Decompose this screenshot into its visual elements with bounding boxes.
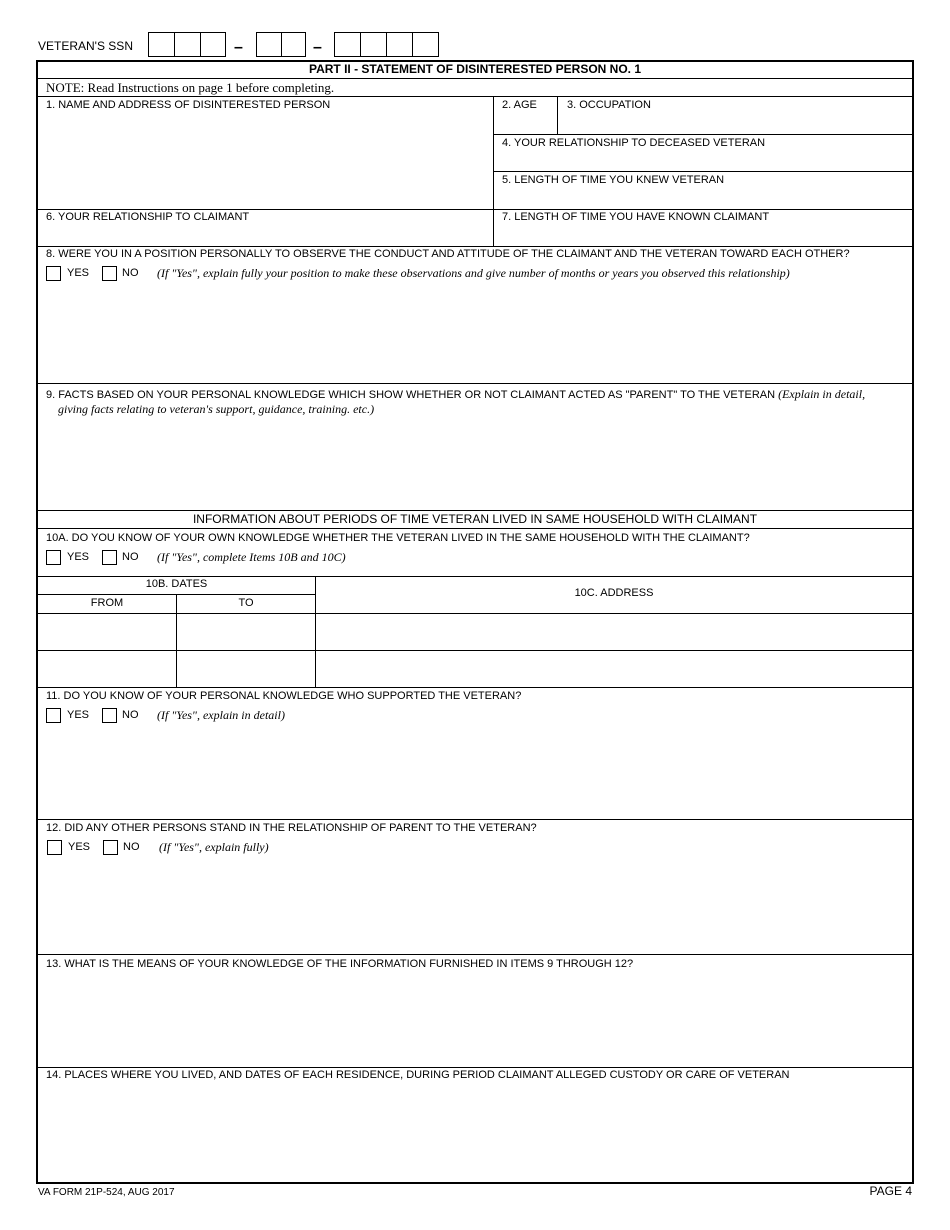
divider bbox=[38, 687, 912, 688]
ssn-digit-box[interactable] bbox=[174, 32, 201, 57]
ssn-dash: – bbox=[313, 39, 322, 56]
ssn-digit-box[interactable] bbox=[200, 32, 226, 57]
divider bbox=[38, 96, 912, 97]
divider bbox=[493, 97, 494, 247]
item-8-no-checkbox[interactable] bbox=[102, 266, 117, 281]
from-header: FROM bbox=[90, 597, 124, 609]
divider bbox=[494, 171, 912, 172]
divider bbox=[494, 134, 912, 135]
item-10a-yes-checkbox[interactable] bbox=[46, 550, 61, 565]
item-14-residences-field[interactable] bbox=[40, 1085, 910, 1180]
yes-label: YES bbox=[67, 551, 90, 563]
divider bbox=[38, 246, 912, 247]
item-10c-label: 10C. ADDRESS bbox=[574, 587, 654, 599]
item-9-note-b: giving facts relating to veteran's support, guidance, training. etc.) bbox=[58, 402, 375, 416]
divider bbox=[38, 819, 912, 820]
yes-label: YES bbox=[68, 841, 91, 853]
relationship-to-claimant-field[interactable] bbox=[40, 226, 490, 244]
from-date-field[interactable] bbox=[40, 615, 174, 648]
ssn-digit-box[interactable] bbox=[148, 32, 175, 57]
address-field[interactable] bbox=[318, 615, 910, 648]
item-2-label: 2. AGE bbox=[502, 99, 537, 111]
item-11-note: (If "Yes", explain in detail) bbox=[157, 708, 285, 722]
form-id: VA FORM 21P-524, AUG 2017 bbox=[38, 1187, 175, 1198]
household-heading: INFORMATION ABOUT PERIODS OF TIME VETERAN LIVED IN SAME HOUSEHOLD WITH CLAIMANT bbox=[192, 512, 758, 526]
item-13-knowledge-field[interactable] bbox=[40, 974, 910, 1064]
ssn-digit-box[interactable] bbox=[360, 32, 387, 57]
address-field[interactable] bbox=[318, 652, 910, 685]
item-11-label: 11. DO YOU KNOW OF YOUR PERSONAL KNOWLEDGE WHO SUPPORTED THE VETERAN? bbox=[46, 690, 522, 702]
note-text: NOTE: Read Instructions on page 1 before completing. bbox=[46, 80, 335, 95]
divider bbox=[38, 954, 912, 955]
age-field[interactable] bbox=[496, 114, 555, 132]
item-4-label: 4. YOUR RELATIONSHIP TO DECEASED VETERAN bbox=[502, 137, 766, 149]
divider bbox=[38, 650, 912, 651]
item-12-label: 12. DID ANY OTHER PERSONS STAND IN THE RELATIONSHIP OF PARENT TO THE VETERAN? bbox=[46, 822, 537, 834]
item-12-explanation-field[interactable] bbox=[40, 858, 910, 952]
divider bbox=[38, 510, 912, 511]
item-10a-label: 10A. DO YOU KNOW OF YOUR OWN KNOWLEDGE WHETHER THE VETERAN LIVED IN THE SAME HOUSEHOLD WITH THE CLAIMANT? bbox=[46, 532, 750, 544]
to-header: TO bbox=[238, 597, 254, 609]
yes-label: YES bbox=[67, 709, 90, 721]
item-12-yes-checkbox[interactable] bbox=[47, 840, 62, 855]
item-10a-note: (If "Yes", complete Items 10B and 10C) bbox=[157, 550, 346, 564]
divider bbox=[38, 78, 912, 79]
divider bbox=[38, 1067, 912, 1068]
item-11-yes-checkbox[interactable] bbox=[46, 708, 61, 723]
item-14-label: 14. PLACES WHERE YOU LIVED, AND DATES OF EACH RESIDENCE, DURING PERIOD CLAIMANT ALLEGED CUSTODY OR CARE OF VETERAN bbox=[46, 1069, 790, 1081]
item-7-label: 7. LENGTH OF TIME YOU HAVE KNOWN CLAIMANT bbox=[502, 211, 770, 223]
from-date-field[interactable] bbox=[40, 652, 174, 685]
no-label: NO bbox=[122, 267, 139, 279]
item-9-label bbox=[46, 388, 865, 402]
item-1-label: 1. NAME AND ADDRESS OF DISINTERESTED PERSON bbox=[46, 99, 331, 111]
to-date-field[interactable] bbox=[178, 652, 313, 685]
item-11-explanation-field[interactable] bbox=[40, 726, 910, 817]
item-8-yes-checkbox[interactable] bbox=[46, 266, 61, 281]
divider bbox=[38, 594, 315, 595]
item-13-label: 13. WHAT IS THE MEANS OF YOUR KNOWLEDGE OF THE INFORMATION FURNISHED IN ITEMS 9 THROUGH 12? bbox=[46, 958, 634, 970]
time-knew-veteran-field[interactable] bbox=[496, 189, 910, 207]
item-8-note: (If "Yes", explain fully your position to make these observations and give number of months or years you observed this relationship) bbox=[157, 266, 790, 280]
ssn-digit-box[interactable] bbox=[386, 32, 413, 57]
divider bbox=[38, 613, 912, 614]
ssn-digit-box[interactable] bbox=[334, 32, 361, 57]
time-known-claimant-field[interactable] bbox=[496, 226, 910, 244]
part-title: PART II - STATEMENT OF DISINTERESTED PERSON NO. 1 bbox=[308, 62, 642, 76]
page-number: PAGE 4 bbox=[869, 1184, 912, 1198]
no-label: NO bbox=[123, 841, 140, 853]
item-9-facts-field[interactable] bbox=[40, 418, 910, 508]
name-address-field[interactable] bbox=[40, 114, 490, 207]
divider bbox=[38, 576, 912, 577]
yes-label: YES bbox=[67, 267, 90, 279]
item-11-no-checkbox[interactable] bbox=[102, 708, 117, 723]
divider bbox=[557, 97, 558, 134]
item-9-note-a: (Explain in detail, bbox=[778, 387, 866, 401]
item-8-label: 8. WERE YOU IN A POSITION PERSONALLY TO OBSERVE THE CONDUCT AND ATTITUDE OF THE CLAIMANT AND THE VETERAN TOWARD EACH OTHER? bbox=[46, 248, 850, 260]
divider bbox=[38, 528, 912, 529]
occupation-field[interactable] bbox=[560, 114, 910, 132]
no-label: NO bbox=[122, 551, 139, 563]
item-8-explanation-field[interactable] bbox=[40, 284, 910, 381]
no-label: NO bbox=[122, 709, 139, 721]
ssn-dash: – bbox=[234, 39, 243, 56]
ssn-label: VETERAN'S SSN bbox=[38, 39, 133, 53]
relationship-to-veteran-field[interactable] bbox=[496, 152, 910, 169]
ssn-digit-box[interactable] bbox=[256, 32, 282, 57]
item-10b-label: 10B. DATES bbox=[145, 578, 208, 590]
item-12-note: (If "Yes", explain fully) bbox=[159, 840, 269, 854]
item-5-label: 5. LENGTH OF TIME YOU KNEW VETERAN bbox=[502, 174, 725, 186]
ssn-digit-box[interactable] bbox=[412, 32, 439, 57]
item-3-label: 3. OCCUPATION bbox=[567, 99, 651, 111]
item-10a-no-checkbox[interactable] bbox=[102, 550, 117, 565]
item-12-no-checkbox[interactable] bbox=[103, 840, 118, 855]
ssn-digit-box[interactable] bbox=[281, 32, 306, 57]
to-date-field[interactable] bbox=[178, 615, 313, 648]
item-9-text: 9. FACTS BASED ON YOUR PERSONAL KNOWLEDGE WHICH SHOW WHETHER OR NOT CLAIMANT ACTED AS "PARENT" TO THE VETERAN bbox=[46, 389, 776, 401]
item-6-label: 6. YOUR RELATIONSHIP TO CLAIMANT bbox=[46, 211, 250, 223]
divider bbox=[38, 383, 912, 384]
divider bbox=[38, 209, 912, 210]
